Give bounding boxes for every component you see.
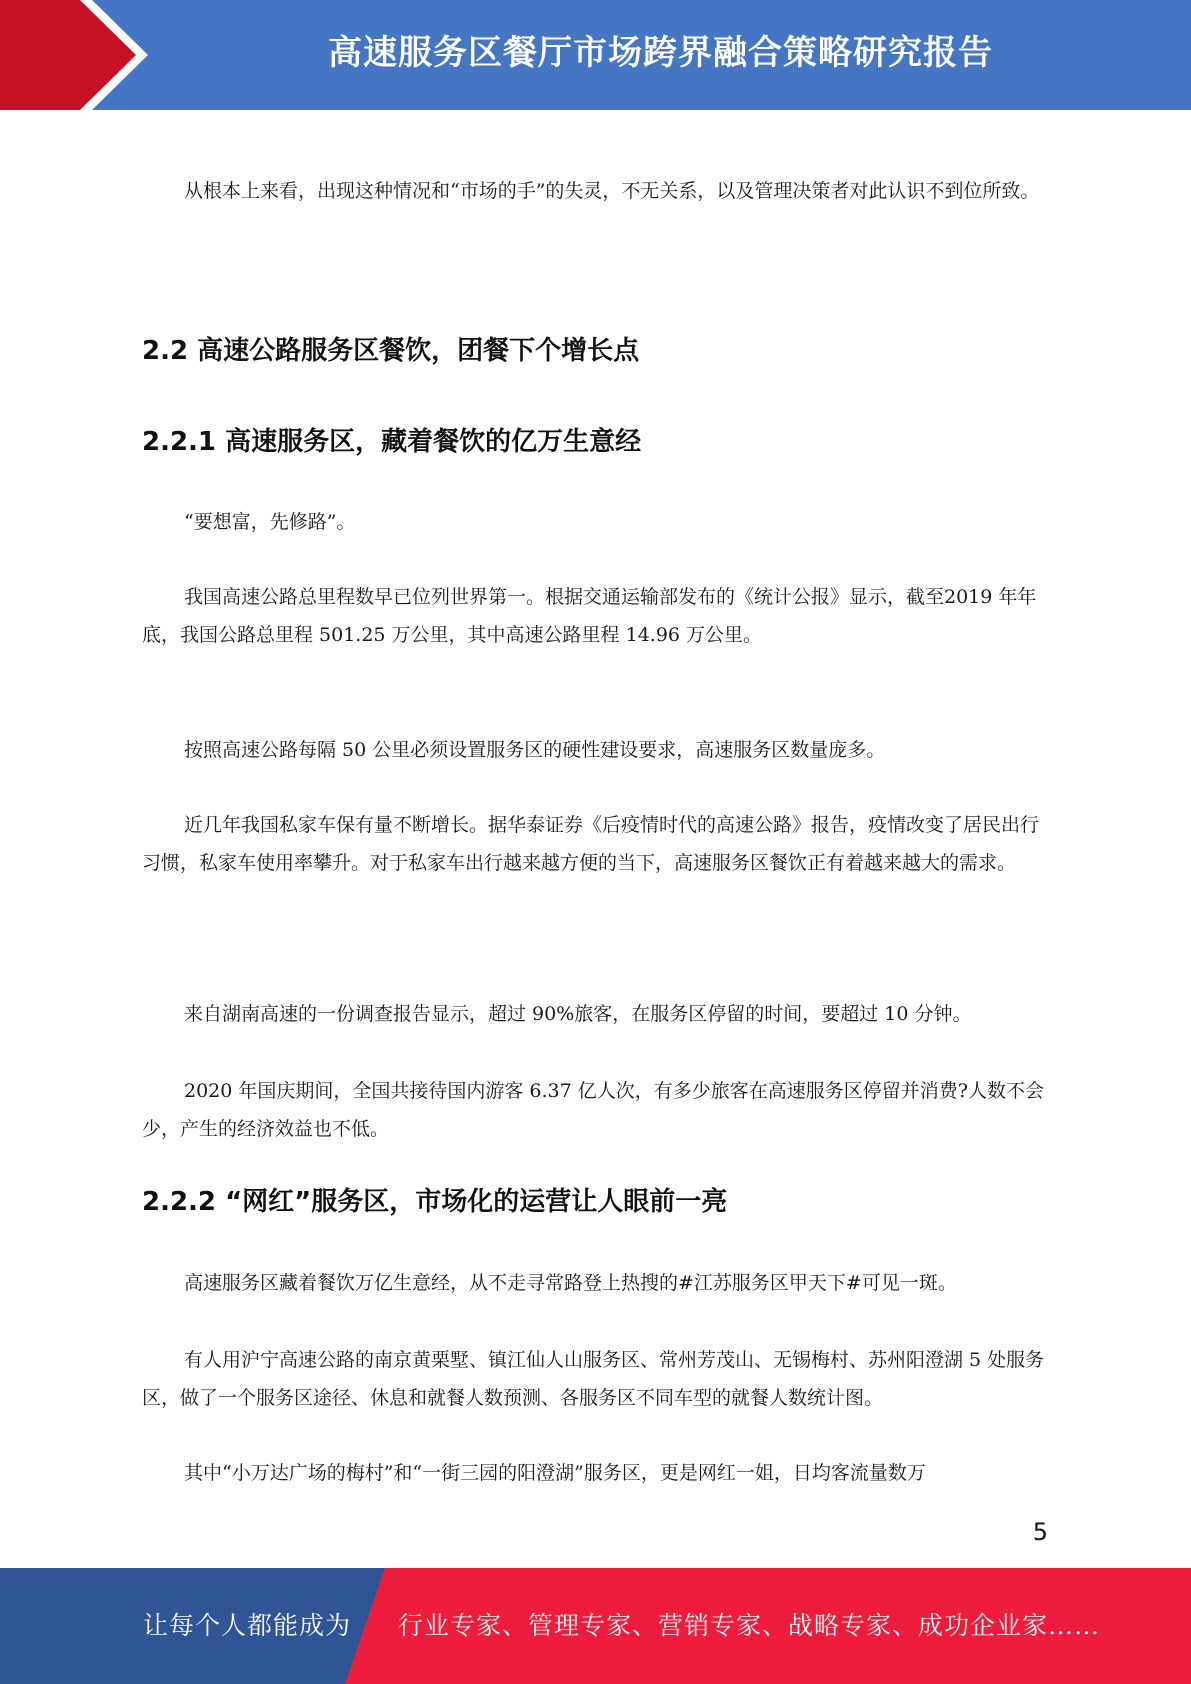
paragraph: 近几年我国私家车保有量不断增长。据华泰证券《后疫情时代的高速公路》报告，疫情改变了居民出行习惯，私家车使用率攀升。对于私家车出行越来越方便的当下，高速服务区餐饮正有着越来越大的需求。 <box>142 814 1040 874</box>
paragraph: 高速服务区藏着餐饮万亿生意经，从不走寻常路登上热搜的#江苏服务区甲天下#可见一斑。 <box>184 1272 957 1294</box>
section-heading-2-2: 2.2 高速公路服务区餐饮，团餐下个增长点 <box>142 336 640 366</box>
page-footer <box>0 1568 1191 1684</box>
paragraph: 从根本上来看，出现这种情况和“市场的手”的失灵，不无关系，以及管理决策者对此认识不到位所致。 <box>184 180 1040 202</box>
footer-slogan-left: 让每个人都能成为 <box>143 1611 352 1640</box>
section-heading-2-2-2: 2.2.2 “网红”服务区，市场化的运营让人眼前一亮 <box>142 1187 728 1217</box>
section-heading-2-2-1: 2.2.1 高速服务区，藏着餐饮的亿万生意经 <box>142 427 642 457</box>
footer-slogan-right: 行业专家、管理专家、营销专家、战略专家、成功企业家…… <box>398 1611 1101 1640</box>
paragraph: “要想富，先修路”。 <box>184 511 356 533</box>
paragraph: 其中“小万达广场的梅村”和“一街三园的阳澄湖”服务区，更是网红一姐，日均客流量数万 <box>184 1462 926 1484</box>
report-title: 高速服务区餐厅市场跨界融合策略研究报告 <box>328 33 993 73</box>
paragraph: 我国高速公路总里程数早已位列世界第一。根据交通运输部发布的《统计公报》显示，截至2019 年年底，我国公路总里程 501.25 万公里，其中高速公路里程 14.96 万公里。 <box>142 586 1037 646</box>
page-header <box>0 0 1191 110</box>
paragraph: 2020 年国庆期间，全国共接待国内游客 6.37 亿人次，有多少旅客在高速服务区停留并消费?人数不会少，产生的经济效益也不低。 <box>142 1080 1044 1140</box>
page-number: 5 <box>1032 1518 1048 1546</box>
header-chevron-decoration <box>0 0 160 110</box>
paragraph: 按照高速公路每隔 50 公里必须设置服务区的硬性建设要求，高速服务区数量庞多。 <box>184 739 886 761</box>
paragraph: 来自湖南高速的一份调查报告显示，超过 90%旅客，在服务区停留的时间，要超过 10 分钟。 <box>184 1003 972 1025</box>
paragraph: 有人用沪宁高速公路的南京黄栗墅、镇江仙人山服务区、常州芳茂山、无锡梅村、苏州阳澄湖 5 处服务区，做了一个服务区途径、休息和就餐人数预测、各服务区不同车型的就餐人数统计图。 <box>142 1349 1045 1409</box>
